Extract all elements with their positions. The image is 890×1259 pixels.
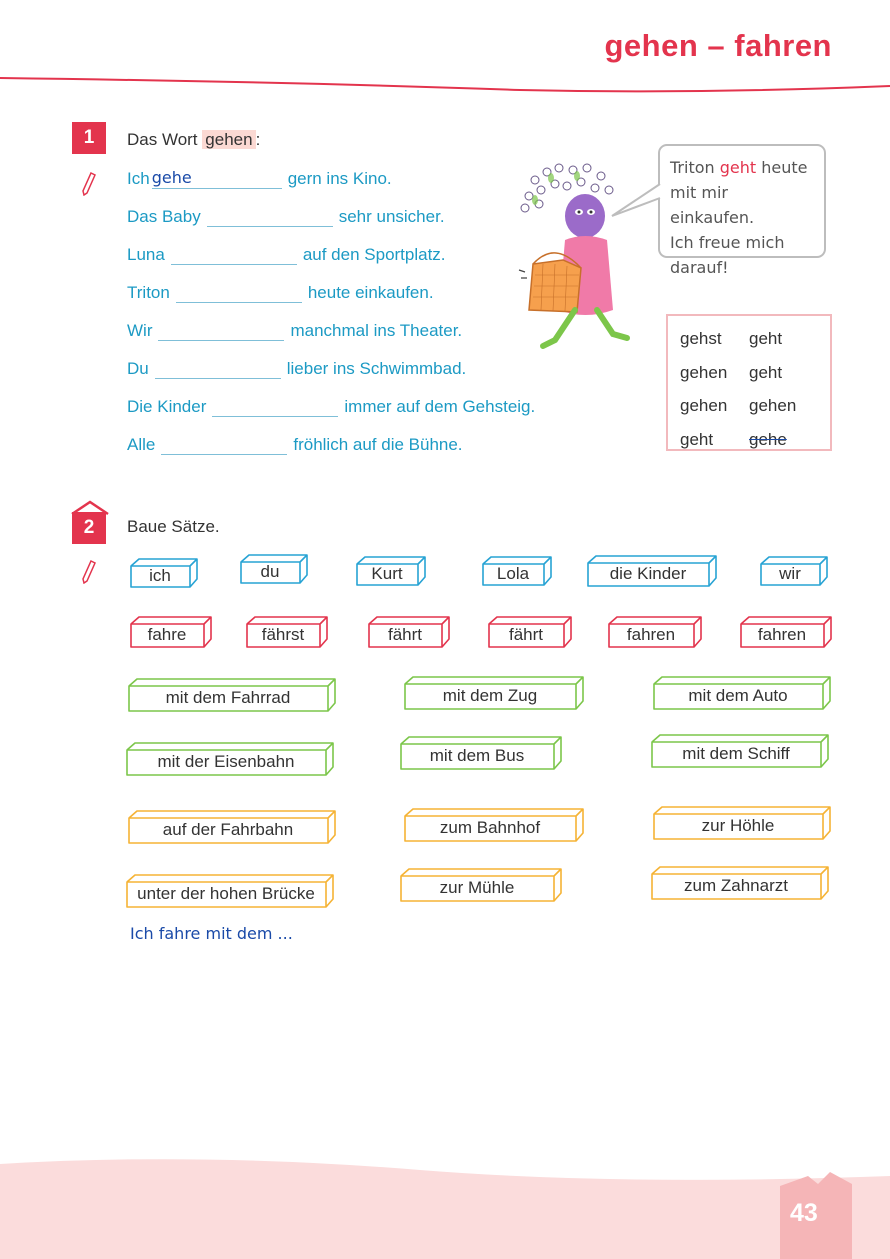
word-box-item: gehen xyxy=(680,362,728,382)
sentence-start: Alle xyxy=(127,435,156,454)
header-divider xyxy=(0,60,890,100)
sentence-1 xyxy=(127,169,392,189)
word-box-item: gehen xyxy=(680,396,728,415)
sentence-7 xyxy=(127,397,535,417)
word-brick-subject[interactable] xyxy=(356,556,426,586)
answer-start-handwritten: Ich fahre mit dem ... xyxy=(130,924,293,943)
word-brick-vehicle[interactable] xyxy=(400,736,562,770)
word-brick-subject[interactable] xyxy=(130,558,198,588)
brick-label: mit dem Auto xyxy=(688,686,788,705)
brick-label: Lola xyxy=(496,564,530,583)
sentence-start: Das Baby xyxy=(127,207,201,226)
word-box-item: geht xyxy=(749,362,783,382)
sentence-2 xyxy=(127,207,445,227)
answer-blank[interactable] xyxy=(171,246,297,265)
sentence-start: Ich xyxy=(127,169,150,188)
word-brick-subject[interactable] xyxy=(240,554,308,584)
bubble-line-3: Ich freue mich xyxy=(670,233,785,252)
brick-label: mit dem Fahrrad xyxy=(165,688,291,707)
brick-label: unter der hohen Brücke xyxy=(137,884,315,903)
brick-label: zum Zahnarzt xyxy=(684,876,788,895)
handwritten-answer: gehe xyxy=(151,168,192,187)
word-box-item: geht xyxy=(749,329,783,348)
sentence-end: lieber ins Schwimmbad. xyxy=(286,359,467,378)
pencil-icon xyxy=(82,172,96,196)
brick-label: Kurt xyxy=(371,564,403,583)
footer-band xyxy=(0,1150,890,1259)
brick-label: mit dem Schiff xyxy=(682,744,790,763)
sentence-6 xyxy=(127,359,466,379)
instruction-suffix: : xyxy=(255,130,261,149)
brick-label: die Kinder xyxy=(609,564,687,583)
sentence-end: heute einkaufen. xyxy=(307,283,434,302)
brick-label: mit dem Bus xyxy=(429,746,525,765)
brick-label: mit dem Zug xyxy=(442,686,538,705)
sentence-start: Die Kinder xyxy=(127,397,207,416)
brick-label: zur Höhle xyxy=(701,816,775,835)
sentence-start: Wir xyxy=(127,321,153,340)
word-brick-vehicle[interactable] xyxy=(126,742,334,776)
speech-bubble xyxy=(658,144,826,277)
bubble-text: heute xyxy=(756,158,808,177)
bubble-line-4: darauf! xyxy=(670,258,729,277)
sentence-end: manchmal ins Theater. xyxy=(290,321,463,340)
word-brick-place[interactable] xyxy=(653,806,831,840)
brick-label: ich xyxy=(149,566,171,585)
brick-label: mit der Eisenbahn xyxy=(157,752,295,771)
brick-label: wir xyxy=(779,564,801,583)
page-number: 43 xyxy=(790,1199,818,1227)
word-brick-verb[interactable] xyxy=(368,616,450,648)
word-box-item: gehst xyxy=(680,329,722,348)
answer-blank[interactable] xyxy=(155,360,281,379)
task-2-instruction: Baue Sätze. xyxy=(127,517,220,536)
answer-blank[interactable] xyxy=(158,322,284,341)
brick-label: fährt xyxy=(387,625,423,644)
answer-blank[interactable] xyxy=(176,284,302,303)
brick-label: auf der Fahrbahn xyxy=(162,820,294,839)
sentence-4 xyxy=(127,283,434,303)
word-brick-vehicle[interactable] xyxy=(651,734,829,768)
word-box-item-used: gehe xyxy=(749,429,787,449)
bubble-highlight: geht xyxy=(719,158,757,177)
word-brick-place[interactable] xyxy=(404,808,584,842)
sentence-start: Luna xyxy=(127,245,165,264)
task-1-instruction xyxy=(127,130,260,150)
word-brick-place[interactable] xyxy=(651,866,829,900)
word-box-item: gehen xyxy=(749,396,797,415)
word-brick-place[interactable] xyxy=(126,874,334,908)
brick-label: fahren xyxy=(757,625,807,644)
sentence-end: sehr unsicher. xyxy=(338,207,445,226)
word-brick-vehicle[interactable] xyxy=(653,676,831,710)
bubble-line-2: mit mir einkaufen. xyxy=(670,183,755,227)
sentence-start: Triton xyxy=(127,283,170,302)
answer-blank[interactable] xyxy=(212,398,338,417)
pencil-icon xyxy=(82,560,96,584)
sentence-5 xyxy=(127,321,462,341)
brick-label: fahre xyxy=(147,625,187,644)
brick-label: fährt xyxy=(508,625,544,644)
word-brick-vehicle[interactable] xyxy=(404,676,584,710)
task-2-badge xyxy=(72,512,106,544)
bubble-tail xyxy=(610,180,662,220)
highlighted-word: gehen xyxy=(202,130,255,149)
word-brick-verb[interactable] xyxy=(740,616,832,648)
instruction-prefix: Das Wort xyxy=(127,130,198,149)
sentence-end: fröhlich auf die Bühne. xyxy=(293,435,463,454)
brick-label: du xyxy=(260,562,280,581)
task-1-badge xyxy=(72,122,106,154)
sentence-8 xyxy=(127,435,463,455)
brick-label: zum Bahnhof xyxy=(439,818,541,837)
sentence-3 xyxy=(127,245,446,265)
word-brick-vehicle[interactable] xyxy=(128,678,336,712)
sentence-end: gern ins Kino. xyxy=(287,169,392,188)
bubble-line-1 xyxy=(670,155,814,180)
page-title: gehen – fahren xyxy=(604,28,832,63)
brick-label: zur Mühle xyxy=(439,878,515,897)
word-brick-subject[interactable] xyxy=(587,555,717,587)
word-brick-place[interactable] xyxy=(128,810,336,844)
word-brick-verb[interactable] xyxy=(488,616,572,648)
word-brick-subject[interactable] xyxy=(760,556,828,586)
task-2-number: 2 xyxy=(83,517,95,538)
sentence-end: immer auf dem Gehsteig. xyxy=(344,397,536,416)
word-brick-subject[interactable] xyxy=(482,556,552,586)
answer-blank[interactable] xyxy=(161,436,287,455)
answer-blank[interactable] xyxy=(152,170,282,189)
brick-label: fahren xyxy=(626,625,676,644)
word-brick-verb[interactable] xyxy=(608,616,702,648)
answer-blank[interactable] xyxy=(207,208,333,227)
word-brick-place[interactable] xyxy=(400,868,562,902)
brick-label: fährst xyxy=(261,625,305,644)
sentence-start: Du xyxy=(127,359,149,378)
word-box-item: geht xyxy=(680,429,714,449)
task-1-number: 1 xyxy=(83,127,95,148)
word-brick-verb[interactable] xyxy=(246,616,328,648)
sentence-end: auf den Sportplatz. xyxy=(302,245,446,264)
bubble-text: Triton xyxy=(670,158,720,177)
word-brick-verb[interactable] xyxy=(130,616,212,648)
word-box xyxy=(666,314,832,451)
